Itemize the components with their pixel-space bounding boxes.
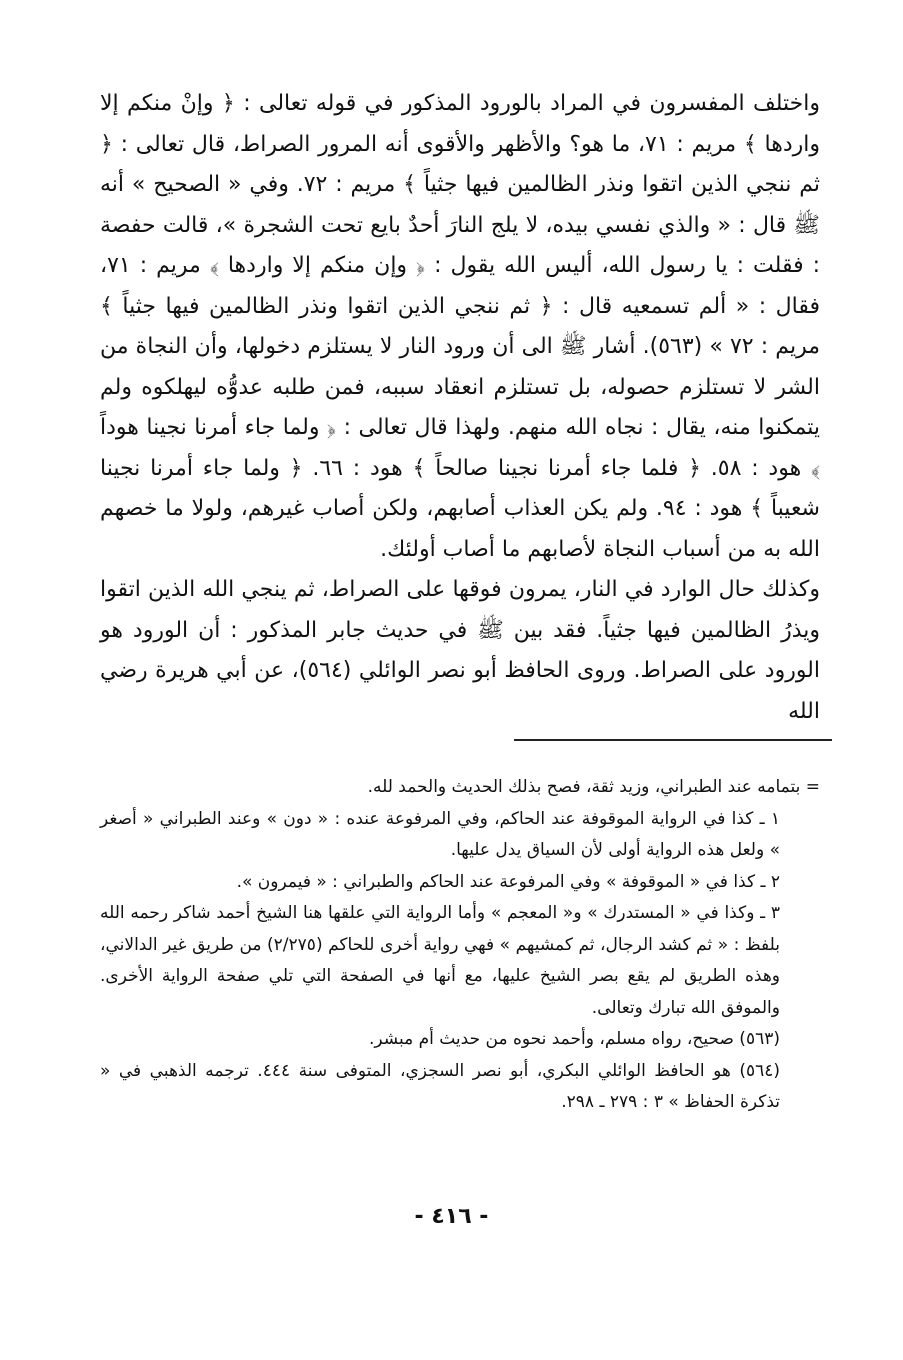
footnote-2: ٢ ـ كذا في « الموقوفة » وفي المرفوعة عند الحاكم والطبراني : « فيمرون ». [236,871,780,892]
footnote-continuation: = بتمامه عند الطبراني، وزيد ثقة، فصح بذلك الحديث والحمد لله. [367,777,820,797]
footnote-divider [514,739,832,741]
page-number: - ٤١٦ - [414,1204,489,1229]
footnote-3: ٣ ـ وكذا في « المستدرك » و« المعجم » وأما الرواية التي علقها هنا الشيخ أحمد شاكر رحمه الله بلفظ : « ثم كشد الرجال، ثم كمشيهم » فهي رواية أخرى للحاكم (٢/٢٧٥) من طريق غير الدالاني، وهذه الطريق لم يقع بصر الشيخ عليها، مع أنها في الصفحة التي تلي صفحة الرواية الأخرى. والموفق الله تبارك وتعالى. [100,903,780,1018]
footnotes [100,772,820,1119]
main-paragraph: واختلف المفسرون في المراد بالورود المذكور في قوله تعالى : ﴿ وإنْ منكم إلا واردها ﴾ مريم : ٧١، ما هو؟ والأظهر والأقوى أنه المرور الصراط، قال تعالى : ﴿ ثم ننجي الذين اتقوا ونذر الظالمين فيها جثياً ﴾ مريم : ٧٢. وفي « الصحيح » أنه ﷺ قال : « والذي نفسي بيده، لا يلج النارَ أحدٌ بايع تحت الشجرة »، قالت حفصة : فقلت : يا رسول الله، أليس الله يقول : ﴿ وإن منكم إلا واردها ﴾ مريم : ٧١، فقال : « ألم تسمعيه قال : ﴿ ثم ننجي الذين اتقوا ونذر الظالمين فيها جثياً ﴾ مريم : ٧٢ » (٥٦٣). أشار ﷺ الى أن ورود النار لا يستلزم دخولها، وأن النجاة من الشر لا تستلزم حصوله، بل تستلزم انعقاد سببه، فمن طلبه عدوُّه ليهلكوه ولم يتمكنوا منه، يقال : نجاه الله منهم. ولهذا قال تعالى : ﴿ ولما جاء أمرنا نجينا هوداً ﴾ هود : ٥٨. ﴿ فلما جاء أمرنا نجينا صالحاً ﴾ هود : ٦٦. ﴿ ولما جاء أمرنا نجينا شعيباً ﴾ هود : ٩٤. ولم يكن العذاب أصابهم، ولكن أصاب غيرهم، ولولا ما خصهم الله به من أسباب النجاة لأصابهم ما أصاب أولئك. [100,91,820,562]
footnote-564: (٥٦٤) هو الحافظ الوائلي البكري، أبو نصر السجزي، المتوفى سنة ٤٤٤. ترجمه الذهبي في « تذكرة الحفاظ » ٣ : ٢٧٩ ـ ٢٩٨. [100,1060,781,1112]
footnote-563: (٥٦٣) صحيح، رواه مسلم، وأحمد نحوه من حديث أم مبشر. [369,1029,780,1049]
main-text [100,84,820,732]
footnote-1: ١ ـ كذا في الرواية الموقوفة عند الحاكم، وفي المرفوعة عنده : « دون » وعند الطبراني « أصغر » ولعل هذه الرواية أولى لأن السياق يدل عليها. [100,808,780,860]
main-paragraph: وكذلك حال الوارد في النار، يمرون فوقها على الصراط، ثم ينجي الله الذين اتقوا ويذرُ الظالمين فيها جثياً. فقد بين ﷺ في حديث جابر المذكور : أن الورود هو الورود على الصراط. وروى الحافظ أبو نصر الوائلي (٥٦٤)، عن أبي هريرة رضي الله [100,577,820,724]
